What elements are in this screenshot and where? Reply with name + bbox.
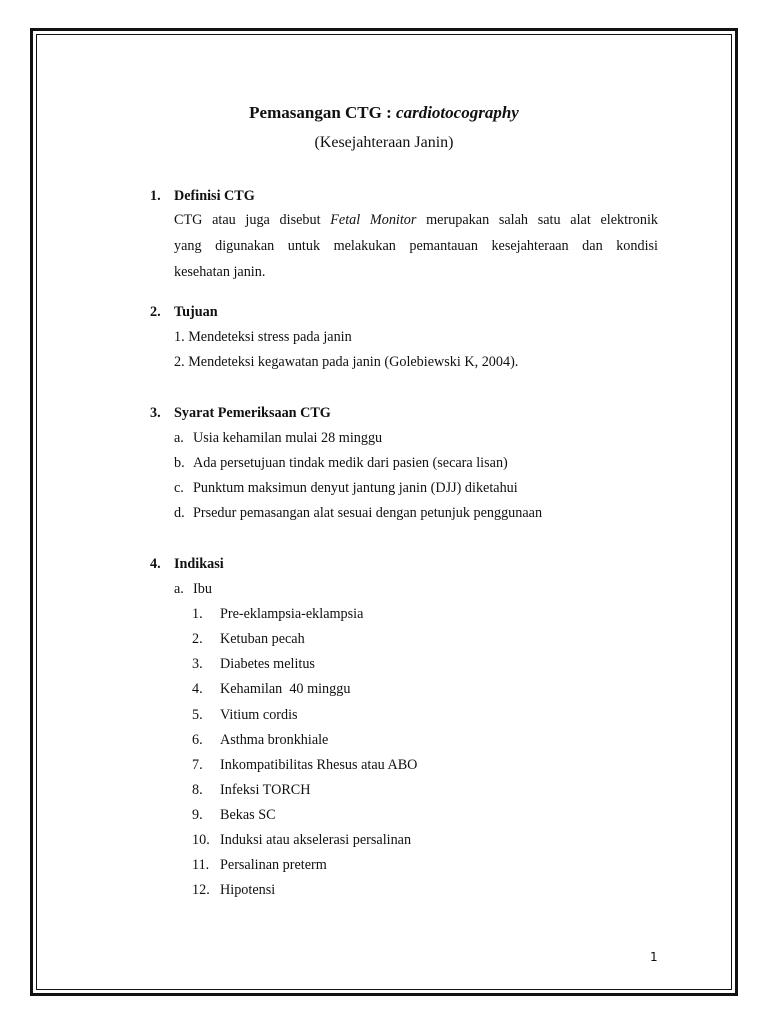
indikasi-item: Persalinan preterm [220, 857, 327, 873]
indikasi-number: 7. [192, 757, 203, 773]
section-1-paragraph-line-3: kesehatan janin. [174, 264, 266, 280]
indikasi-number: 2. [192, 631, 203, 647]
indikasi-item: Vitium cordis [220, 707, 298, 723]
section-1-paragraph-line-1 [174, 211, 658, 229]
section-4-heading: Indikasi [174, 556, 224, 572]
para-text: CTG atau juga disebut [174, 212, 331, 228]
indikasi-number: 8. [192, 782, 203, 798]
indikasi-number: 4. [192, 681, 203, 697]
list-item-marker: d. [174, 505, 185, 521]
indikasi-number: 10. [192, 832, 210, 848]
indikasi-number: 11. [192, 857, 210, 873]
indikasi-number: 5. [192, 707, 203, 723]
indikasi-number: 9. [192, 807, 203, 823]
para-italic: Fetal Monitor [330, 212, 417, 228]
section-1-heading: Definisi CTG [174, 188, 255, 204]
indikasi-number: 6. [192, 732, 203, 748]
indikasi-item: Inkompatibilitas Rhesus atau ABO [220, 757, 418, 773]
title-separator: : [381, 103, 397, 122]
indikasi-number: 12. [192, 882, 210, 898]
list-item: Usia kehamilan mulai 28 minggu [193, 430, 383, 446]
list-item-marker: c. [174, 480, 184, 496]
indikasi-item: Bekas SC [220, 807, 276, 823]
list-item: Prsedur pemasangan alat sesuai dengan petunjuk penggunaan [193, 505, 543, 521]
list-item-marker: a. [174, 430, 184, 446]
section-1-paragraph-line-2: yang digunakan untuk melakukan pemantauan kesejahteraan dan kondisi [174, 238, 658, 254]
section-3-number: 3. [150, 405, 161, 421]
section-1-number: 1. [150, 188, 161, 204]
list-item-marker: b. [174, 455, 185, 471]
indikasi-number: 1. [192, 606, 203, 622]
indikasi-item: Ketuban pecah [220, 631, 305, 647]
list-item: 1. Mendeteksi stress pada janin [174, 329, 352, 345]
section-2-number: 2. [150, 304, 161, 320]
indikasi-item: Infeksi TORCH [220, 782, 311, 798]
sub-list-label: Ibu [193, 581, 212, 597]
indikasi-number: 3. [192, 656, 203, 672]
sub-list-marker: a. [174, 581, 184, 597]
indikasi-item: Asthma bronkhiale [220, 732, 329, 748]
indikasi-item: Induksi atau akselerasi persalinan [220, 832, 412, 848]
indikasi-item: Pre-eklampsia-eklampsia [220, 606, 364, 622]
document-title [0, 104, 768, 122]
list-item: Ada persetujuan tindak medik dari pasien (secara lisan) [193, 455, 508, 471]
para-text: merupakan salah satu alat elektronik [416, 212, 658, 228]
page-number: 1 [650, 950, 658, 964]
indikasi-item: Diabetes melitus [220, 656, 315, 672]
section-4-number: 4. [150, 556, 161, 572]
indikasi-item: Kehamilan 40 minggu [220, 681, 351, 697]
section-2-heading: Tujuan [174, 304, 218, 320]
list-item: Punktum maksimun denyut jantung janin (DJJ) diketahui [193, 480, 518, 496]
title-main: Pemasangan CTG [249, 103, 382, 122]
list-item: 2. Mendeteksi kegawatan pada janin (Golebiewski K, 2004). [174, 354, 519, 370]
indikasi-item: Hipotensi [220, 882, 276, 898]
title-italic: cardiotocography [396, 103, 519, 122]
section-3-heading: Syarat Pemeriksaan CTG [174, 405, 331, 421]
document-subtitle: (Kesejahteraan Janin) [314, 134, 454, 151]
